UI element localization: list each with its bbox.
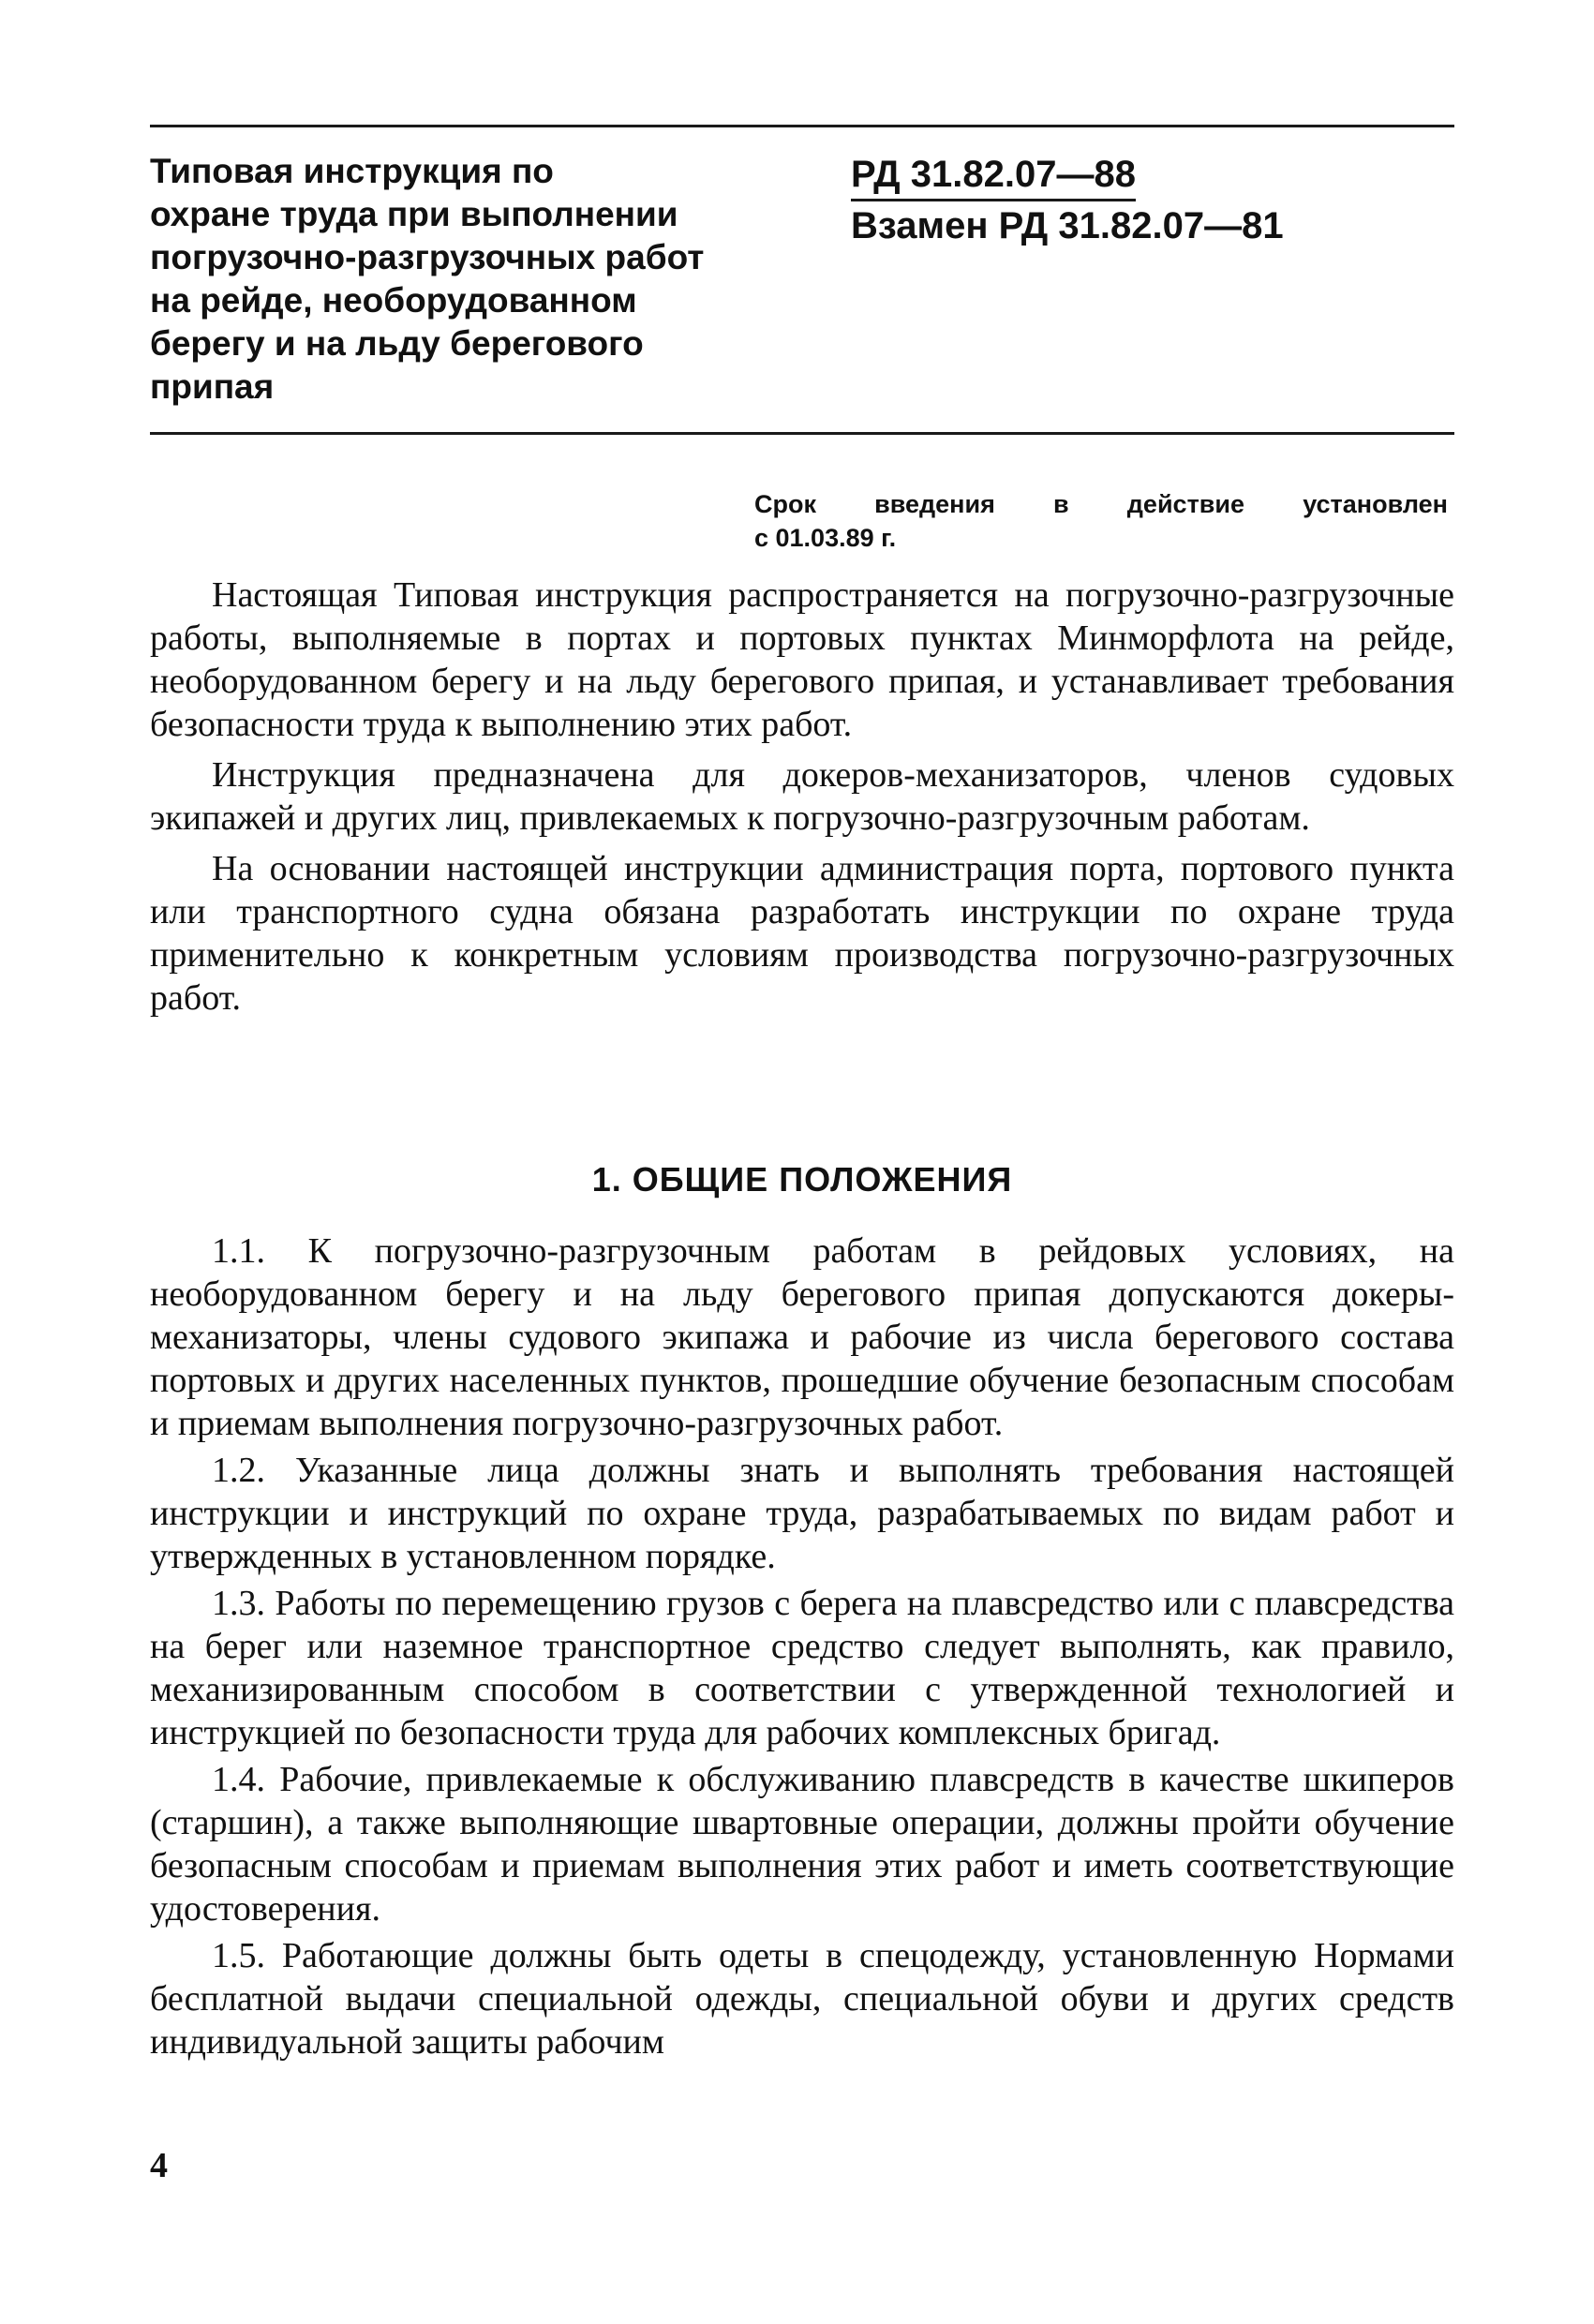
title-line: на рейде, необорудованном — [150, 281, 637, 320]
effective-word: действие — [1126, 490, 1245, 518]
document-code: РД 31.82.07—88 — [851, 150, 1136, 201]
title-line: погрузочно-разгрузочных работ — [150, 238, 705, 276]
title-line: припая — [150, 367, 275, 406]
document-title — [150, 150, 768, 409]
effective-date-note — [754, 487, 1448, 555]
clause-paragraph: 1.4. Рабочие, привлекаемые к обслуживанию плавсредств в качестве шкиперов (старшин), а также выполняющие швартовные операции, должны пройти обучение безопасным способам и приемам выполнения этих работ и иметь соответствующие удостоверения. — [150, 1760, 1454, 1929]
page-number: 4 — [150, 2146, 168, 2185]
effective-date-line — [754, 487, 1448, 521]
effective-word: Срок — [754, 490, 816, 518]
title-line: берегу и на льду берегового — [150, 324, 644, 363]
effective-word: введения — [874, 490, 995, 518]
intro-text — [150, 574, 1454, 1027]
replaces-code: Взамен РД 31.82.07—81 — [851, 205, 1284, 246]
effective-word: в — [1053, 490, 1069, 518]
title-line: охране труда при выполнении — [150, 195, 678, 233]
paragraph: На основании настоящей инструкции администрация порта, портового пункта или транспортного судна обязана разработать инструкции по охране труда применительно к конкретным условиям производства погрузочно-разгрузочных работ. — [150, 849, 1454, 1018]
effective-date-value: с 01.03.89 г. — [754, 524, 897, 552]
paragraph: Инструкция предназначена для докеров-механизаторов, членов судовых экипажей и других лиц, привлекаемых к погрузочно-разгрузочным работам. — [150, 755, 1454, 838]
effective-word: установлен — [1303, 490, 1448, 518]
paragraph: Настоящая Типовая инструкция распространяется на погрузочно-разгрузочные работы, выполняемые в портах и портовых пунктах Минморфлота на рейде, необорудованном берегу и на льду берегового припая, и устанавливает требования безопасности труда к выполнению этих работ. — [150, 575, 1454, 744]
title-line: Типовая инструкция по — [150, 152, 554, 190]
header-top-rule — [150, 125, 1454, 127]
header-bottom-rule — [150, 432, 1454, 435]
document-code-block — [851, 150, 1413, 250]
section-text — [150, 1229, 1454, 2067]
clause-paragraph: 1.5. Работающие должны быть одеты в спецодежду, установленную Нормами бесплатной выдачи специальной одежды, специальной обуви и других средств индивидуальной защиты рабочим — [150, 1936, 1454, 2062]
clause-paragraph: 1.2. Указанные лица должны знать и выполнять требования настоящей инструкции и инструкций по охране труда, разрабатываемых по видам работ и утвержденных в установленном порядке. — [150, 1451, 1454, 1576]
clause-paragraph: 1.1. К погрузочно-разгрузочным работам в рейдовых условиях, на необорудованном берегу и на льду берегового припая допускаются докеры-механизаторы, члены судового экипажа и рабочие из числа берегового состава портовых и других населенных пунктов, прошедшие обучение безопасным способам и приемам выполнения погрузочно-разгрузочных работ. — [150, 1231, 1454, 1443]
clause-paragraph: 1.3. Работы по перемещению грузов с берега на плавсредство или с плавсредства на берег или наземное транспортное средство следует выполнять, как правило, механизированным способом в соответствии с утвержденной технологией и инструкцией по безопасности труда для рабочих комплексных бригад. — [150, 1584, 1454, 1752]
section-heading: 1. ОБЩИЕ ПОЛОЖЕНИЯ — [591, 1160, 1013, 1199]
